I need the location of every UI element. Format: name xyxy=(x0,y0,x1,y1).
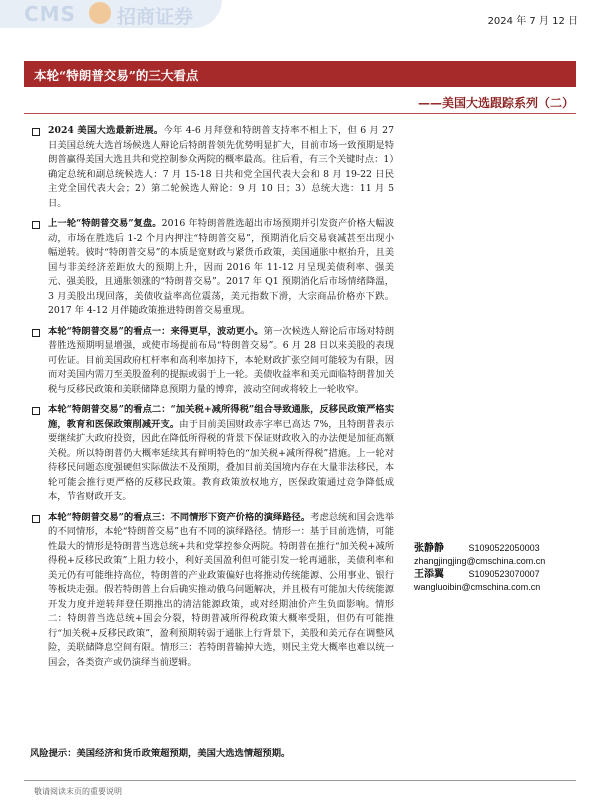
analyst-email[interactable]: zhangjingjing@cmschina.com.cn xyxy=(414,556,546,566)
summary-paragraph xyxy=(30,511,394,671)
paragraph-lead: 2024 美国大选最新进展。 xyxy=(48,125,164,136)
title-banner xyxy=(24,61,576,87)
report-subtitle: ——美国大选跟踪系列（二） xyxy=(417,96,574,110)
report-header xyxy=(0,0,600,36)
summary-paragraph xyxy=(30,403,394,505)
report-title: 本轮“特朗普交易”的三大看点 xyxy=(34,68,199,83)
analyst-name: 王添翼 xyxy=(414,569,444,580)
footer-divider xyxy=(24,780,576,781)
analyst-name: 张静静 xyxy=(414,543,444,554)
paragraph-lead: 本轮“特朗普交易”的看点三：不同情形下资产价格的演绎路径。 xyxy=(48,511,311,523)
checkbox-bullet-icon xyxy=(32,407,40,415)
paragraph-body: 第一次候选人辩论后市场对特朗普胜选预期明显增强，或使市场提前布局“特朗普交易”。6 月 28 日以来美股的表现可佐证。目前美国政府杠杆率和高利率加持下，本轮财政扩张空间可能较为有限，因而对美国内需刀至美股盈利的提振或弱于上一轮。美债收益率和美元面临特朗普加关税与反移民政策和美联储降息预期力量的博弈，波动空间或将较上一轮收窄。 xyxy=(48,325,394,395)
analyst-license: S1090522050003 xyxy=(468,543,540,553)
divider xyxy=(24,113,576,114)
risk-warning: 风险提示：美国经济和货币政策超预期，美国大选选情超预期。 xyxy=(30,748,291,759)
paragraph-body: 由于目前美国财政赤字率已高达 7%，且特朗普表示要继续扩大政府投资，因此在降低所得税的背景下保证财政收入的办法便是加征高额关税。所以特朗普仍大概率延续其有鲜明特色的“加关税+减所得税”措施。上一轮对待移民问题态度强硬但实际做法不及预期，叠加目前美国境内存在大量非法移民，本轮可能会推行更严格的反移民政策。教育政策放权地方，医保政策通过竞争降低成本，节省财政开支。 xyxy=(48,418,394,502)
cms-logo-icon xyxy=(89,2,111,24)
paragraph-lead: 本轮“特朗普交易”的看点二：“加关税+减所得税”组合导致通胀，反移民政策严格实施，教育和医保政策削减开支。 xyxy=(48,404,394,430)
paragraph-body: 2016 年特朗普胜选超出市场预期并引发资产价格大幅波动，市场在胜选后 1-2 个月内押注“特朗普交易”，预期消化后交易衰减甚至出现小幅逆转。彼时“特朗普交易”的本质是宽财政与紧货币政策，美国通胀中枢抬升，且美国与非美经济差距放大的预期上升，因而 2016 年 11-12 月呈现美债利率、强美元、强美股，且通胀领涨的“特朗普交易”。2017 年 Q1 预期消化后市场情绪降温，3 月美股出现回落，美债收益率高位震荡，美元指数下滑，大宗商品价格亦下跌。2017 年 4-12 月伴随政策推进特朗普交易重现。 xyxy=(48,218,394,316)
checkbox-bullet-icon xyxy=(32,329,40,337)
cms-logo-text: CMS xyxy=(24,2,76,26)
footer-note: 敬请阅读末页的重要说明 xyxy=(34,787,122,796)
checkbox-bullet-icon xyxy=(32,128,40,136)
checkbox-bullet-icon xyxy=(32,221,40,229)
paragraph-body: 今年 4-6 月拜登和特朗普支持率不相上下，但 6 月 27 日美国总统大选首场候选人辩论后特朗普领先优势明显扩大，目前市场一致预期是特朗普赢得美国大选且共和党控制参众两院的概率最高。往后看，有三个关键时点：1）确定总统和副总统候选人：7 月 15-18 日共和党全国代表大会和 8 月 19-22 日民主党全国代表大会；2）第二轮候选人辩论：9 月 10 日；3）总统大选：11 月 5 日。 xyxy=(48,125,394,209)
analyst-entry xyxy=(414,542,574,555)
cms-logo-chinese: 招商证券 xyxy=(117,6,194,28)
paragraph-lead: 本轮“特朗普交易”的看点一：来得更早，波动更小。 xyxy=(48,325,264,337)
checkbox-bullet-icon xyxy=(32,515,40,523)
summary-paragraph xyxy=(30,124,394,211)
report-date: 2024 年 7 月 12 日 xyxy=(487,16,578,27)
summary-paragraph xyxy=(30,325,394,398)
analyst-email[interactable]: wangluoibin@cmschina.com.cn xyxy=(414,582,541,592)
summary-body xyxy=(30,124,394,676)
paragraph-body: 考虑总统和国会选举的不同情形，本轮“特朗普交易”也有不同的演绎路径。情形一：基于目前选情，可能性最大的情形是特朗普当选总统+共和党掌控参众两院。特朗普在推行“加关税+减所得税+反移民政策”上阻力较小，利好美国盈利但可能引发一轮再通胀，美债利率和美元仍有可能维持高位，特朗普的产业政策偏好也将推动传统能源、公用事业、银行等板块走强。假若特朗普上台后确实推动俄乌问题解决，并且极有可能加大传统能源开发力度并逆转拜登任期推出的清洁能源政策，或对经期油价产生负面影响。情形二：特朗普当选总统+国会分裂，特朗普减所得税政策大概率受阻，但仍有可能推行“加关税+反移民政策”，盈利预期转弱于通胀上行背景下，美股和美元存在调整风险，美联储降息空间有限。情形三：若特朗普输掉大选，则民主党大概率也难以统一国会，各类资产或仍演绎当前逻辑。 xyxy=(48,511,394,668)
analyst-panel xyxy=(414,542,574,594)
paragraph-lead: 上一轮“特朗普交易”复盘。 xyxy=(48,218,162,229)
summary-paragraph xyxy=(30,217,394,319)
analyst-license: S1090523070007 xyxy=(468,569,540,579)
analyst-entry xyxy=(414,568,574,581)
